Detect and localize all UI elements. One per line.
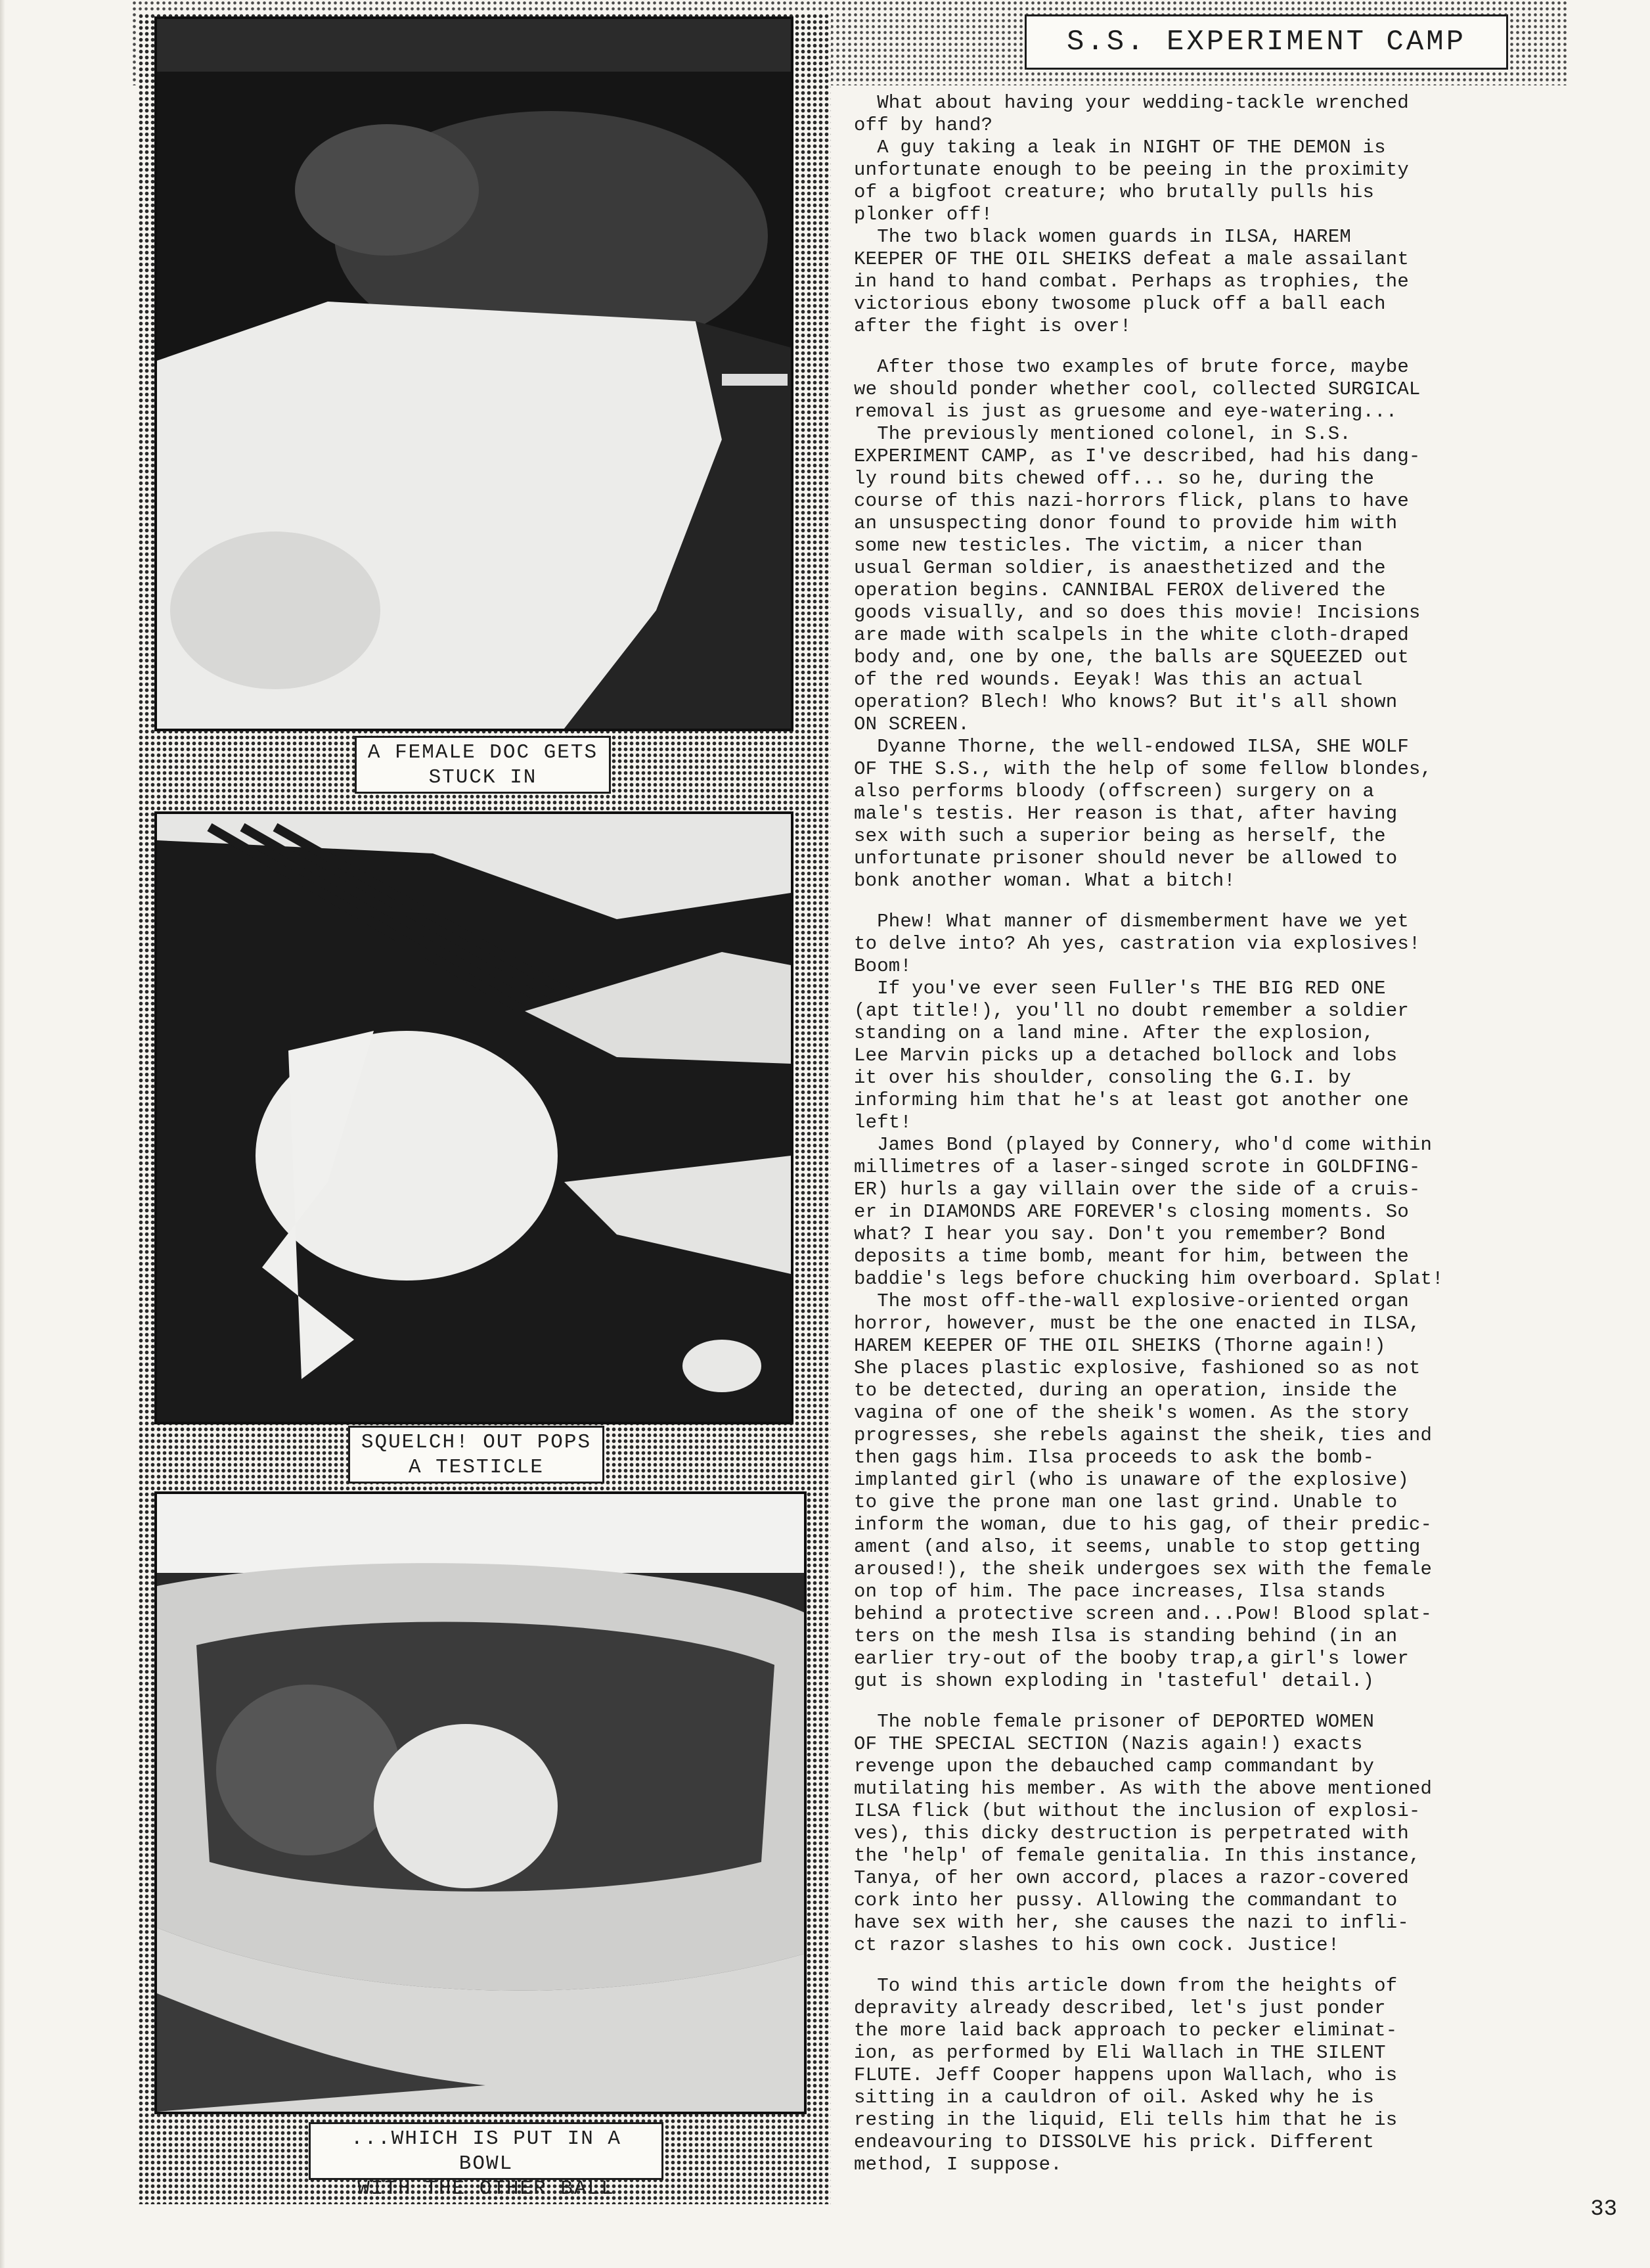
page-number: 33 [1590,2197,1617,2222]
article-paragraph: The noble female prisoner of DEPORTED WOMEN OF THE SPECIAL SECTION (Nazis again!) exacts revenge upon the debauched camp commandant by mutilating his member. As with the above mentioned ILSA flick (but without the inclusion of explosi- ves), this dicky destruction is perpetrated with the 'help' of female genitalia. In this instance, Tanya, of her own accord, places a razor-covered cork into her pussy. Allowing the commandant to have sex with her, she causes the nazi to infli- ct razor slashes to his own cock. Justice! [854,1711,1433,1956]
article-body [854,92,1576,2176]
photo-caption-3: ...WHICH IS PUT IN A BOWL WITH THE OTHER BALL [309,2122,663,2180]
film-still-3 [154,1491,807,2114]
article-paragraph: Dyanne Thorne, the well-endowed ILSA, SHE WOLF OF THE S.S., with the help of some fellow blondes, also performs bloody (offscreen) surgery on a male's testis. Her reason is that, after having sex with such a superior being as herself, the unfortunate prisoner should never be allowed to bonk another woman. What a bitch! [854,736,1433,892]
article-paragraph: The two black women guards in ILSA, HAREM KEEPER OF THE OIL SHEIKS defeat a male assailant in hand to hand combat. Perhaps as trophies, the victorious ebony twosome pluck off a ball each after the fight is over! [854,226,1409,337]
film-still-2 [154,811,793,1424]
photo-caption-1: A FEMALE DOC GETS STUCK IN [355,736,611,794]
article-paragraph: The most off-the-wall explosive-oriented organ horror, however, must be the one enacted in ILSA, HAREM KEEPER OF THE OIL SHEIKS (Thorne again!) She places plastic explosive, fashioned so as not to be detected, during an operation, inside the vagina of one of the sheik's women. As the story progresses, she rebels against the sheik, ties and then gags him. Ilsa proceeds to ask the bomb- implanted girl (who is unaware of the explosive) to give the prone man one last grind. Unable to inform the woman, due to his gag, of their predic- ament (and also, it seems, unable to stop getting aroused!), the sheik undergoes sex with the female on top of him. The pace increases, Ilsa stands behind a protective screen and...Pow! Blood splat- ters on the mesh Ilsa is standing behind (in an earlier try-out of the booby trap,a girl's lower gut is shown exploding in 'tasteful' detail.) [854,1290,1433,1692]
film-still-1 [154,16,793,731]
article-paragraph: A guy taking a leak in NIGHT OF THE DEMON is unfortunate enough to be peeing in the proximity of a bigfoot creature; who brutally pulls his plonker off! [854,137,1409,225]
photo-caption-2: SQUELCH! OUT POPS A TESTICLE [348,1426,604,1484]
page-edge [0,0,5,2268]
header-title: S.S. EXPERIMENT CAMP [1066,26,1467,58]
article-paragraph: After those two examples of brute force, maybe we should ponder whether cool, collected SURGICAL removal is just as gruesome and eye-watering... [854,356,1421,422]
article-paragraph: To wind this article down from the heights of depravity already described, let's just ponder the more laid back approach to pecker eliminat- ion, as performed by Eli Wallach in THE SILENT FLUTE. Jeff Cooper happens upon Wallach, who is sitting in a cauldron of oil. Asked why he is resting in the liquid, Eli tells him that he is endeavouring to DISSOLVE his prick. Different method, I suppose. [854,1975,1398,2175]
article-paragraph: If you've ever seen Fuller's THE BIG RED ONE (apt title!), you'll no doubt remember a soldier standing on a land mine. After the explosion, Lee Marvin picks up a detached bollock and lobs it over his shoulder, consoling the G.I. by informing him that he's at least got another one left! [854,978,1409,1133]
article-paragraph: The previously mentioned colonel, in S.S. EXPERIMENT CAMP, as I've described, had his dang- ly round bits chewed off... so he, during the course of this nazi-horrors flick, plans to have an unsuspecting donor found to provide him with some new testicles. The victim, a nicer than usual German soldier, is anaesthetized and the operation begins. CANNIBAL FEROX delivered the goods visually, and so does this movie! Incisions are made with scalpels in the white cloth-draped body and, one by one, the balls are SQUEEZED out of the red wounds. Eeyak! Was this an actual operation? Blech! Who knows? But it's all shown ON SCREEN. [854,423,1421,735]
article-paragraph: What about having your wedding-tackle wrenched off by hand? [854,92,1409,136]
article-paragraph: James Bond (played by Connery, who'd come within millimetres of a laser-singed scrote in GOLDFING- ER) hurls a gay villain over the side of a cruis- er in DIAMONDS ARE FOREVER's closing moments. So what? I hear you say. Don't you remember? Bond deposits a time bomb, meant for him, between the baddie's legs before chucking him overboard. Splat! [854,1134,1444,1290]
running-header [1025,14,1508,70]
article-paragraph: Phew! What manner of dismemberment have we yet to delve into? Ah yes, castration via explosives! Boom! [854,911,1421,977]
